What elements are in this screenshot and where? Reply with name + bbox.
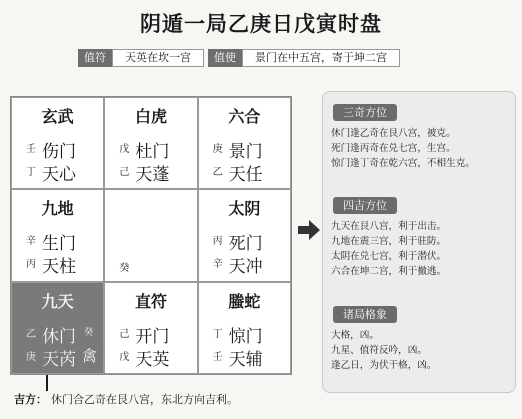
star-label: 天蓬 — [135, 165, 170, 185]
star-label: 天心 — [42, 165, 76, 185]
stem-label: 壬 — [212, 351, 223, 363]
deity-label: 白虎 — [134, 107, 167, 126]
stem-label: 丁 — [212, 328, 223, 340]
list-item: 逢乙日，为伏干格，凶。 — [331, 360, 437, 371]
star-label: 天芮 — [42, 349, 76, 370]
stem-label: 庚 — [212, 144, 223, 155]
star-label: 天柱 — [42, 257, 76, 278]
info-bar — [78, 49, 400, 67]
deity-label: 九地 — [41, 199, 74, 219]
stem-label: 丙 — [26, 259, 36, 271]
auspicious-direction-note — [14, 391, 238, 407]
analysis-panel — [322, 91, 516, 393]
stem-label: 己 — [119, 167, 130, 178]
sanqi-title: 三奇方位 — [333, 104, 397, 121]
palace-zhifu — [104, 282, 197, 374]
door-label: 死门 — [228, 234, 263, 255]
door-label: 开门 — [135, 326, 170, 347]
palace-tengshe — [198, 282, 291, 374]
zhishi-label: 值使 — [208, 49, 242, 67]
palace-taiyin — [198, 189, 291, 281]
star-label: 天辅 — [228, 349, 263, 370]
arrow-right-icon — [298, 220, 320, 240]
stem-label: 戊 — [119, 144, 130, 155]
geju-title: 诸局格象 — [333, 306, 397, 323]
extra-star-label: 禽 — [82, 346, 98, 365]
stem-label: 乙 — [212, 167, 223, 178]
stem-label: 庚 — [26, 351, 36, 363]
list-item: 休门逢乙奇在艮八宫，被克。 — [331, 128, 456, 139]
deity-label: 九天 — [41, 291, 74, 311]
stem-label: 乙 — [26, 328, 36, 340]
door-label: 生门 — [42, 234, 76, 255]
stem-label: 辛 — [212, 259, 223, 271]
palace-liuhe — [198, 97, 291, 189]
door-label: 惊门 — [228, 326, 263, 347]
door-label: 伤门 — [42, 142, 76, 162]
stem-label: 己 — [119, 328, 130, 340]
palace-center — [104, 189, 197, 281]
zhishi-value: 景门在中五宫，寄于坤二宫 — [242, 49, 400, 67]
stem-label: 丙 — [212, 236, 223, 248]
stem-label: 丁 — [26, 167, 36, 178]
zhifu-value: 天英在坎一宫 — [112, 49, 204, 67]
note-label: 吉方： — [14, 393, 47, 406]
deity-label: 六合 — [228, 107, 261, 126]
deity-label: 直符 — [134, 291, 167, 311]
pointer-line — [46, 375, 48, 391]
list-item: 太阴在兑七宫，利于潜伏。 — [331, 251, 447, 262]
siji-title: 四吉方位 — [333, 197, 397, 214]
list-item: 九地在震三宫，利于驻防。 — [331, 236, 447, 247]
geju-lines — [331, 328, 509, 373]
list-item: 死门逢丙奇在兑七宫，生宫。 — [331, 143, 456, 154]
palace-jiutian — [11, 282, 104, 374]
door-label: 杜门 — [135, 142, 170, 162]
star-label: 天冲 — [228, 257, 263, 278]
star-label: 天英 — [135, 349, 170, 370]
list-item: 九星、值符反吟，凶。 — [331, 345, 427, 356]
qimen-chart-grid — [10, 96, 292, 375]
zhifu-label: 值符 — [78, 49, 112, 67]
center-stem-label: 癸 — [119, 263, 130, 275]
palace-baihu — [104, 97, 197, 189]
stem-label: 辛 — [26, 236, 36, 248]
palace-xunwu — [11, 97, 104, 189]
list-item: 六合在坤二宫，利于撤逃。 — [331, 266, 447, 277]
page-title: 阴遁一局乙庚日戊寅时盘 — [140, 12, 382, 36]
deity-label: 玄武 — [41, 107, 74, 126]
siji-lines — [331, 219, 509, 279]
list-item: 惊门逢丁奇在乾六宫，不相生克。 — [331, 158, 475, 169]
deity-label: 太阴 — [228, 199, 261, 219]
door-label: 景门 — [228, 142, 263, 162]
extra-stem-label: 癸 — [84, 327, 94, 338]
list-item: 九天在艮八宫，利于出击。 — [331, 221, 447, 232]
stem-label: 壬 — [26, 144, 36, 155]
sanqi-lines — [331, 126, 509, 171]
deity-label: 螣蛇 — [228, 291, 261, 311]
palace-jiudi — [11, 189, 104, 281]
stem-label: 戊 — [119, 351, 130, 363]
star-label: 天任 — [228, 165, 263, 185]
door-label: 休门 — [42, 326, 76, 347]
list-item: 大格，凶。 — [331, 330, 379, 341]
note-text: 休门合乙奇在艮八宫，东北方向吉利。 — [51, 393, 238, 406]
